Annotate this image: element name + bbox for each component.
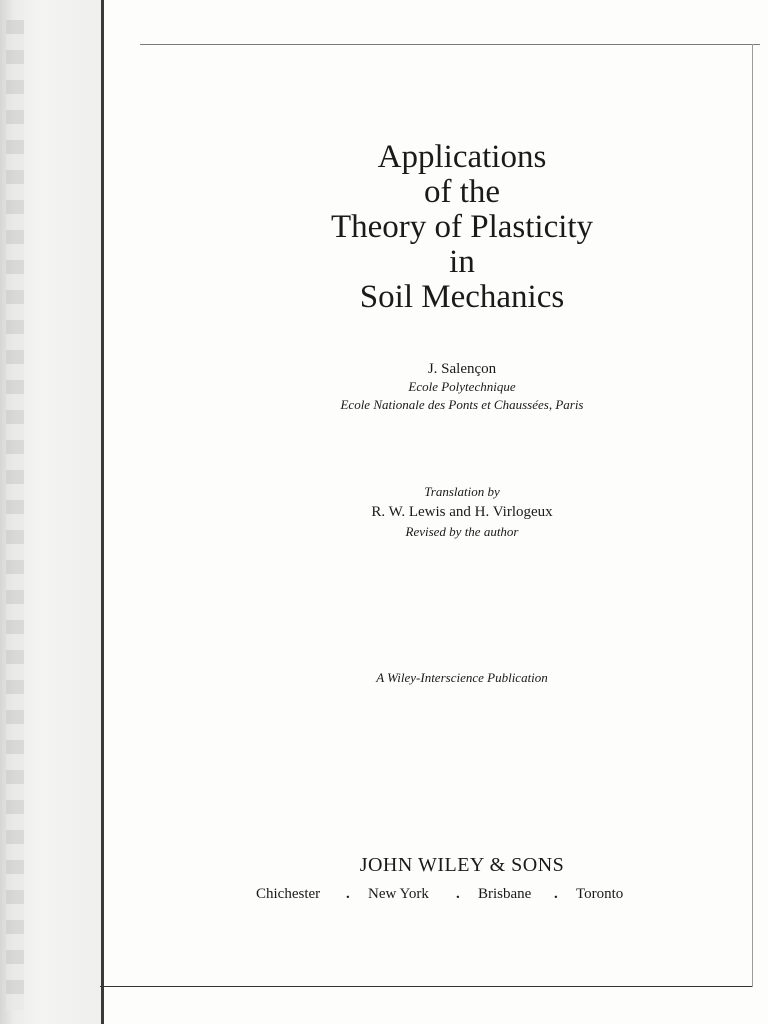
city-separator: . (456, 886, 460, 902)
city-separator: . (346, 886, 350, 902)
title-line: Soil Mechanics (359, 279, 565, 315)
translation-block (162, 482, 762, 542)
binding-holes (6, 20, 24, 1010)
author-affiliation: Ecole Nationale des Ponts et Chaussées, Paris (340, 397, 584, 412)
publisher-name: JOHN WILEY & SONS (359, 854, 565, 876)
city: Brisbane (478, 886, 532, 902)
title-line: of the (423, 174, 501, 210)
book-title (162, 140, 762, 315)
spiral-binding-strip (0, 0, 102, 1024)
revision-note: Revised by the author (405, 524, 519, 539)
title-line: in (449, 244, 475, 280)
author-block (162, 360, 762, 414)
series-note: A Wiley-Interscience Publication (376, 670, 548, 685)
translation-label: Translation by (424, 484, 500, 499)
city-separator: . (554, 886, 558, 902)
title-line: Theory of Plasticity (330, 209, 594, 245)
top-border-rule (140, 44, 760, 45)
city: Toronto (576, 886, 624, 902)
author-affiliation: Ecole Polytechnique (408, 379, 516, 394)
city: New York (368, 886, 429, 902)
city: Chichester (256, 886, 321, 902)
title-line: Applications (377, 139, 547, 175)
bottom-border-rule (100, 986, 752, 987)
translators: R. W. Lewis and H. Virlogeux (371, 504, 553, 520)
author-name: J. Salençon (427, 361, 497, 377)
